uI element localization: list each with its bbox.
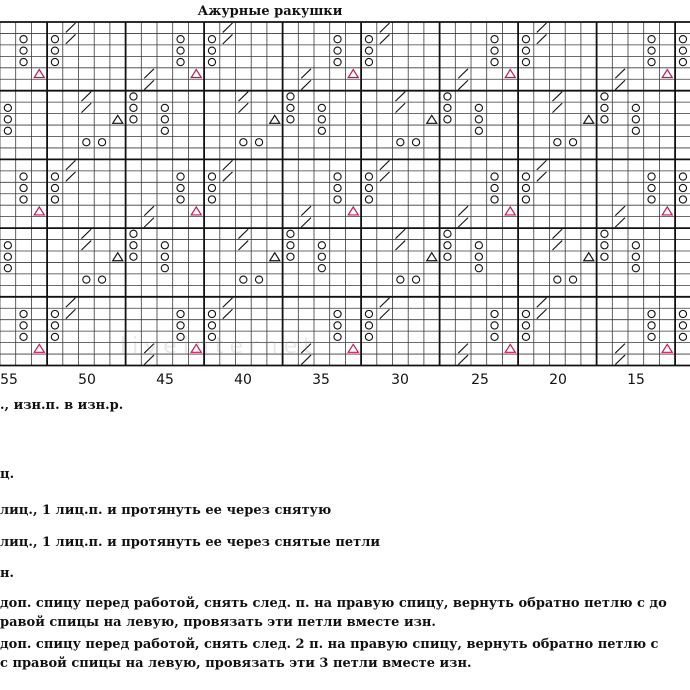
yarn-over-symbol	[522, 47, 529, 54]
yarn-over-symbol	[397, 276, 404, 283]
yarn-over-symbol	[491, 333, 498, 340]
yarn-over-symbol	[334, 184, 341, 191]
slant-stitch-symbol	[144, 206, 154, 215]
yarn-over-symbol	[51, 184, 58, 191]
yarn-over-symbol	[4, 253, 11, 260]
slant-stitch-symbol	[239, 92, 249, 101]
slant-stitch-symbol	[66, 23, 76, 32]
yarn-over-symbol	[51, 196, 58, 203]
yarn-over-symbol	[208, 36, 215, 43]
slant-stitch-symbol	[537, 160, 547, 169]
decrease-triangle-symbol	[348, 70, 358, 78]
slant-stitch-symbol	[239, 241, 249, 250]
yarn-over-symbol	[161, 127, 168, 134]
slant-stitch-symbol	[537, 23, 547, 32]
yarn-over-symbol	[334, 310, 341, 317]
slant-stitch-symbol	[223, 298, 233, 307]
slant-stitch-symbol	[537, 34, 547, 43]
yarn-over-symbol	[208, 322, 215, 329]
decrease-triangle-symbol	[270, 115, 280, 123]
slant-stitch-symbol	[380, 298, 390, 307]
yarn-over-symbol	[601, 104, 608, 111]
yarn-over-symbol	[491, 47, 498, 54]
yarn-over-symbol	[679, 58, 686, 65]
yarn-over-symbol	[130, 253, 137, 260]
slant-stitch-symbol	[239, 103, 249, 112]
yarn-over-symbol	[51, 58, 58, 65]
yarn-over-symbol	[679, 173, 686, 180]
legend-line-2: ц.	[0, 467, 15, 482]
yarn-over-symbol	[208, 58, 215, 65]
slant-stitch-symbol	[82, 103, 92, 112]
yarn-over-symbol	[648, 322, 655, 329]
slant-stitch-symbol	[553, 241, 563, 250]
yarn-over-symbol	[161, 116, 168, 123]
yarn-over-symbol	[475, 242, 482, 249]
yarn-over-symbol	[20, 322, 27, 329]
yarn-over-symbol	[444, 104, 451, 111]
yarn-over-symbol	[20, 196, 27, 203]
yarn-over-symbol	[20, 47, 27, 54]
slant-stitch-symbol	[223, 309, 233, 318]
yarn-over-symbol	[475, 104, 482, 111]
slant-stitch-symbol	[144, 69, 154, 78]
yarn-over-symbol	[255, 276, 262, 283]
yarn-over-symbol	[161, 253, 168, 260]
slant-stitch-symbol	[301, 69, 311, 78]
legend-line-9: с правой спицы на левую, провязать эти 3 петли вместе изн.	[0, 656, 472, 671]
yarn-over-symbol	[161, 242, 168, 249]
yarn-over-symbol	[522, 333, 529, 340]
slant-stitch-symbol	[239, 229, 249, 238]
yarn-over-symbol	[679, 184, 686, 191]
yarn-over-symbol	[679, 47, 686, 54]
yarn-over-symbol	[648, 173, 655, 180]
yarn-over-symbol	[255, 139, 262, 146]
yarn-over-symbol	[20, 310, 27, 317]
yarn-over-symbol	[412, 139, 419, 146]
yarn-over-symbol	[569, 139, 576, 146]
slant-stitch-symbol	[380, 34, 390, 43]
yarn-over-symbol	[648, 184, 655, 191]
yarn-over-symbol	[130, 242, 137, 249]
yarn-over-symbol	[365, 184, 372, 191]
yarn-over-symbol	[491, 310, 498, 317]
yarn-over-symbol	[475, 253, 482, 260]
slant-stitch-symbol	[396, 241, 406, 250]
column-number: 25	[471, 372, 489, 388]
yarn-over-symbol	[397, 139, 404, 146]
slant-stitch-symbol	[301, 206, 311, 215]
slant-stitch-symbol	[380, 172, 390, 181]
slant-stitch-symbol	[396, 103, 406, 112]
yarn-over-symbol	[4, 104, 11, 111]
slant-stitch-symbol	[615, 80, 625, 89]
yarn-over-symbol	[601, 230, 608, 237]
yarn-over-symbol	[475, 127, 482, 134]
yarn-over-symbol	[648, 333, 655, 340]
yarn-over-symbol	[51, 310, 58, 317]
slant-stitch-symbol	[66, 160, 76, 169]
slant-stitch-symbol	[380, 23, 390, 32]
slant-stitch-symbol	[458, 69, 468, 78]
slant-stitch-symbol	[82, 241, 92, 250]
yarn-over-symbol	[601, 93, 608, 100]
yarn-over-symbol	[601, 116, 608, 123]
decrease-triangle-symbol	[34, 344, 44, 352]
decrease-triangle-symbol	[191, 70, 201, 78]
yarn-over-symbol	[334, 322, 341, 329]
yarn-over-symbol	[208, 196, 215, 203]
yarn-over-symbol	[679, 36, 686, 43]
legend-line-3: лиц., 1 лиц.п. и протянуть ее через снятую	[0, 503, 332, 518]
slant-stitch-symbol	[458, 206, 468, 215]
legend-line-6: доп. спицу перед работой, снять след. п. на правую спицу, вернуть обратно петлю с до	[0, 596, 667, 611]
yarn-over-symbol	[4, 242, 11, 249]
yarn-over-symbol	[177, 310, 184, 317]
yarn-over-symbol	[491, 322, 498, 329]
yarn-over-symbol	[98, 139, 105, 146]
yarn-over-symbol	[4, 127, 11, 134]
yarn-over-symbol	[444, 230, 451, 237]
yarn-over-symbol	[632, 104, 639, 111]
yarn-over-symbol	[334, 58, 341, 65]
decrease-triangle-symbol	[662, 344, 672, 352]
yarn-over-symbol	[365, 196, 372, 203]
slant-stitch-symbol	[301, 80, 311, 89]
slant-stitch-symbol	[301, 218, 311, 227]
slant-stitch-symbol	[144, 218, 154, 227]
yarn-over-symbol	[365, 36, 372, 43]
yarn-over-symbol	[679, 310, 686, 317]
yarn-over-symbol	[240, 276, 247, 283]
slant-stitch-symbol	[66, 309, 76, 318]
yarn-over-symbol	[51, 47, 58, 54]
yarn-over-symbol	[522, 36, 529, 43]
yarn-over-symbol	[334, 196, 341, 203]
slant-stitch-symbol	[458, 80, 468, 89]
watermark: liveinternet	[120, 334, 318, 359]
yarn-over-symbol	[475, 265, 482, 272]
yarn-over-symbol	[679, 322, 686, 329]
slant-stitch-symbol	[537, 298, 547, 307]
yarn-over-symbol	[51, 333, 58, 340]
slant-stitch-symbol	[615, 218, 625, 227]
chart-title: Ажурные ракушки	[197, 4, 343, 19]
decrease-triangle-symbol	[270, 253, 280, 261]
decrease-triangle-symbol	[427, 115, 437, 123]
column-number: 20	[549, 372, 567, 388]
yarn-over-symbol	[177, 36, 184, 43]
slant-stitch-symbol	[615, 355, 625, 364]
yarn-over-symbol	[20, 173, 27, 180]
slant-stitch-symbol	[66, 298, 76, 307]
yarn-over-symbol	[208, 184, 215, 191]
yarn-over-symbol	[648, 47, 655, 54]
yarn-over-symbol	[130, 104, 137, 111]
yarn-over-symbol	[522, 58, 529, 65]
yarn-over-symbol	[365, 310, 372, 317]
slant-stitch-symbol	[396, 229, 406, 238]
yarn-over-symbol	[208, 310, 215, 317]
yarn-over-symbol	[632, 253, 639, 260]
yarn-over-symbol	[475, 116, 482, 123]
yarn-over-symbol	[318, 104, 325, 111]
slant-stitch-symbol	[615, 344, 625, 353]
yarn-over-symbol	[20, 333, 27, 340]
yarn-over-symbol	[318, 265, 325, 272]
yarn-over-symbol	[679, 196, 686, 203]
yarn-over-symbol	[569, 276, 576, 283]
yarn-over-symbol	[51, 322, 58, 329]
slant-stitch-symbol	[553, 103, 563, 112]
decrease-triangle-symbol	[191, 207, 201, 215]
yarn-over-symbol	[444, 93, 451, 100]
yarn-over-symbol	[679, 333, 686, 340]
yarn-over-symbol	[522, 310, 529, 317]
yarn-over-symbol	[554, 276, 561, 283]
slant-stitch-symbol	[553, 92, 563, 101]
slant-stitch-symbol	[380, 160, 390, 169]
yarn-over-symbol	[648, 36, 655, 43]
yarn-over-symbol	[522, 173, 529, 180]
yarn-over-symbol	[130, 93, 137, 100]
yarn-over-symbol	[208, 47, 215, 54]
slant-stitch-symbol	[66, 172, 76, 181]
decrease-triangle-symbol	[584, 253, 594, 261]
decrease-triangle-symbol	[113, 253, 123, 261]
decrease-triangle-symbol	[505, 344, 515, 352]
legend-line-7: равой спицы на левую, провязать эти петли вместе изн.	[0, 615, 436, 630]
slant-stitch-symbol	[144, 80, 154, 89]
yarn-over-symbol	[208, 173, 215, 180]
yarn-over-symbol	[412, 276, 419, 283]
yarn-over-symbol	[161, 265, 168, 272]
slant-stitch-symbol	[223, 172, 233, 181]
yarn-over-symbol	[287, 253, 294, 260]
column-number: 50	[78, 372, 96, 388]
yarn-over-symbol	[491, 36, 498, 43]
yarn-over-symbol	[444, 116, 451, 123]
slant-stitch-symbol	[66, 34, 76, 43]
yarn-over-symbol	[130, 230, 137, 237]
yarn-over-symbol	[287, 116, 294, 123]
legend-line-1: ., изн.п. в изн.р.	[0, 398, 124, 413]
yarn-over-symbol	[177, 196, 184, 203]
yarn-over-symbol	[601, 242, 608, 249]
yarn-over-symbol	[177, 322, 184, 329]
yarn-over-symbol	[130, 116, 137, 123]
yarn-over-symbol	[318, 127, 325, 134]
slant-stitch-symbol	[82, 92, 92, 101]
slant-stitch-symbol	[223, 34, 233, 43]
yarn-over-symbol	[4, 116, 11, 123]
legend-line-4: лиц., 1 лиц.п. и протянуть ее через снятые петли	[0, 535, 381, 550]
slant-stitch-symbol	[82, 229, 92, 238]
yarn-over-symbol	[365, 333, 372, 340]
yarn-over-symbol	[83, 276, 90, 283]
legend-line-8: доп. спицу перед работой, снять след. 2 п. на правую спицу, вернуть обратно петлю с	[0, 637, 659, 652]
yarn-over-symbol	[287, 93, 294, 100]
slant-stitch-symbol	[396, 92, 406, 101]
column-number: 40	[234, 372, 252, 388]
yarn-over-symbol	[287, 230, 294, 237]
yarn-over-symbol	[318, 116, 325, 123]
yarn-over-symbol	[365, 47, 372, 54]
yarn-over-symbol	[365, 58, 372, 65]
yarn-over-symbol	[632, 127, 639, 134]
yarn-over-symbol	[648, 196, 655, 203]
yarn-over-symbol	[522, 196, 529, 203]
yarn-over-symbol	[334, 173, 341, 180]
yarn-over-symbol	[20, 184, 27, 191]
decrease-triangle-symbol	[34, 70, 44, 78]
slant-stitch-symbol	[458, 344, 468, 353]
yarn-over-symbol	[177, 173, 184, 180]
yarn-over-symbol	[601, 253, 608, 260]
yarn-over-symbol	[177, 47, 184, 54]
decrease-triangle-symbol	[348, 207, 358, 215]
yarn-over-symbol	[83, 139, 90, 146]
yarn-over-symbol	[522, 184, 529, 191]
slant-stitch-symbol	[380, 309, 390, 318]
column-number: 55	[0, 372, 18, 388]
decrease-triangle-symbol	[348, 344, 358, 352]
yarn-over-symbol	[632, 116, 639, 123]
decrease-triangle-symbol	[505, 70, 515, 78]
yarn-over-symbol	[318, 242, 325, 249]
yarn-over-symbol	[444, 242, 451, 249]
yarn-over-symbol	[161, 104, 168, 111]
yarn-over-symbol	[287, 104, 294, 111]
yarn-over-symbol	[98, 276, 105, 283]
legend-line-5: н.	[0, 566, 15, 581]
yarn-over-symbol	[648, 58, 655, 65]
yarn-over-symbol	[632, 265, 639, 272]
decrease-triangle-symbol	[584, 115, 594, 123]
slant-stitch-symbol	[458, 355, 468, 364]
yarn-over-symbol	[287, 242, 294, 249]
yarn-over-symbol	[491, 58, 498, 65]
yarn-over-symbol	[334, 47, 341, 54]
decrease-triangle-symbol	[427, 253, 437, 261]
yarn-over-symbol	[51, 36, 58, 43]
yarn-over-symbol	[365, 173, 372, 180]
yarn-over-symbol	[177, 58, 184, 65]
yarn-over-symbol	[365, 322, 372, 329]
column-number: 30	[391, 372, 409, 388]
yarn-over-symbol	[648, 310, 655, 317]
decrease-triangle-symbol	[505, 207, 515, 215]
column-number: 15	[627, 372, 645, 388]
yarn-over-symbol	[522, 322, 529, 329]
column-number: 35	[312, 372, 330, 388]
yarn-over-symbol	[20, 36, 27, 43]
slant-stitch-symbol	[458, 218, 468, 227]
column-number: 45	[156, 372, 174, 388]
yarn-over-symbol	[491, 196, 498, 203]
yarn-over-symbol	[554, 139, 561, 146]
yarn-over-symbol	[444, 253, 451, 260]
decrease-triangle-symbol	[34, 207, 44, 215]
slant-stitch-symbol	[537, 172, 547, 181]
yarn-over-symbol	[491, 184, 498, 191]
slant-stitch-symbol	[615, 69, 625, 78]
decrease-triangle-symbol	[662, 70, 672, 78]
yarn-over-symbol	[4, 265, 11, 272]
slant-stitch-symbol	[553, 229, 563, 238]
yarn-over-symbol	[20, 58, 27, 65]
yarn-over-symbol	[177, 184, 184, 191]
yarn-over-symbol	[632, 242, 639, 249]
slant-stitch-symbol	[223, 160, 233, 169]
slant-stitch-symbol	[223, 23, 233, 32]
slant-stitch-symbol	[615, 206, 625, 215]
yarn-over-symbol	[240, 139, 247, 146]
slant-stitch-symbol	[537, 309, 547, 318]
decrease-triangle-symbol	[113, 115, 123, 123]
yarn-over-symbol	[318, 253, 325, 260]
yarn-over-symbol	[491, 173, 498, 180]
decrease-triangle-symbol	[662, 207, 672, 215]
yarn-over-symbol	[334, 333, 341, 340]
yarn-over-symbol	[334, 36, 341, 43]
yarn-over-symbol	[51, 173, 58, 180]
